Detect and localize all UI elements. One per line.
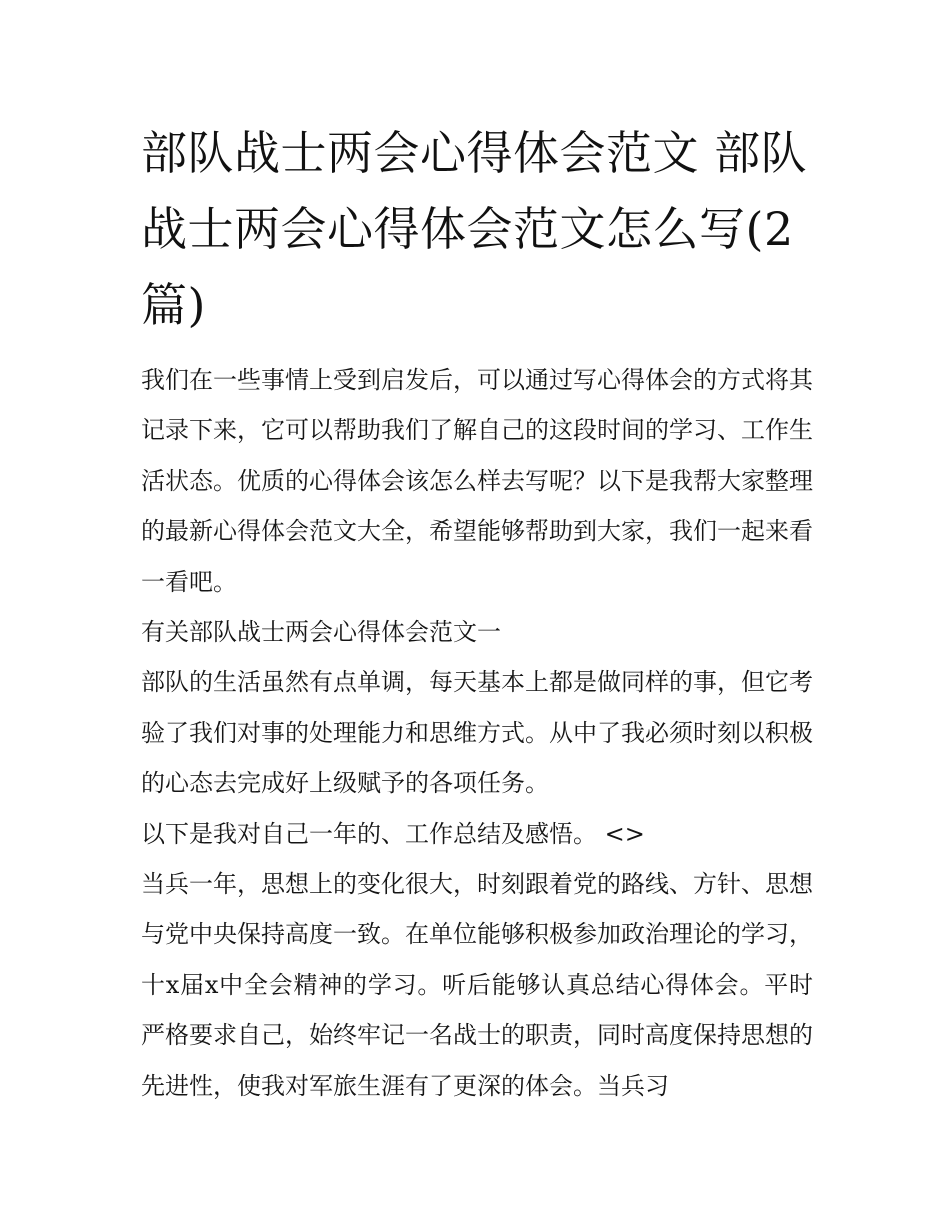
body-paragraph: 以下是我对自己一年的、工作总结及感悟。 <> bbox=[141, 819, 645, 848]
section-heading: 有关部队战士两会心得体会范文一 bbox=[141, 618, 501, 647]
document-body bbox=[141, 355, 813, 1111]
body-paragraph: 当兵一年，思想上的变化很大，时刻跟着党的路线、方针、思想与党中央保持高度一致。在单位能够积极参加政治理论的学习，十x届x中全会精神的学习。听后能够认真总结心得体会。平时严格要求自己，始终牢记一名战士的职责，同时高度保持思想的先进性，使我对军旅生涯有了更深的体会。当兵习 bbox=[141, 870, 813, 1100]
intro-paragraph: 我们在一些事情上受到启发后，可以通过写心得体会的方式将其记录下来，它可以帮助我们了解自己的这段时间的学习、工作生活状态。优质的心得体会该怎么样去写呢？以下是我帮大家整理的最新心得体会范文大全，希望能够帮助到大家，我们一起来看一看吧。 bbox=[141, 366, 813, 596]
body-paragraph: 部队的生活虽然有点单调，每天基本上都是做同样的事，但它考验了我们对事的处理能力和思维方式。从中了我必须时刻以积极的心态去完成好上级赋予的各项任务。 bbox=[141, 668, 813, 798]
document-title: 部队战士两会心得体会范文 部队战士两会心得体会范文怎么写(2篇) bbox=[141, 126, 808, 332]
document-content bbox=[141, 115, 813, 1111]
